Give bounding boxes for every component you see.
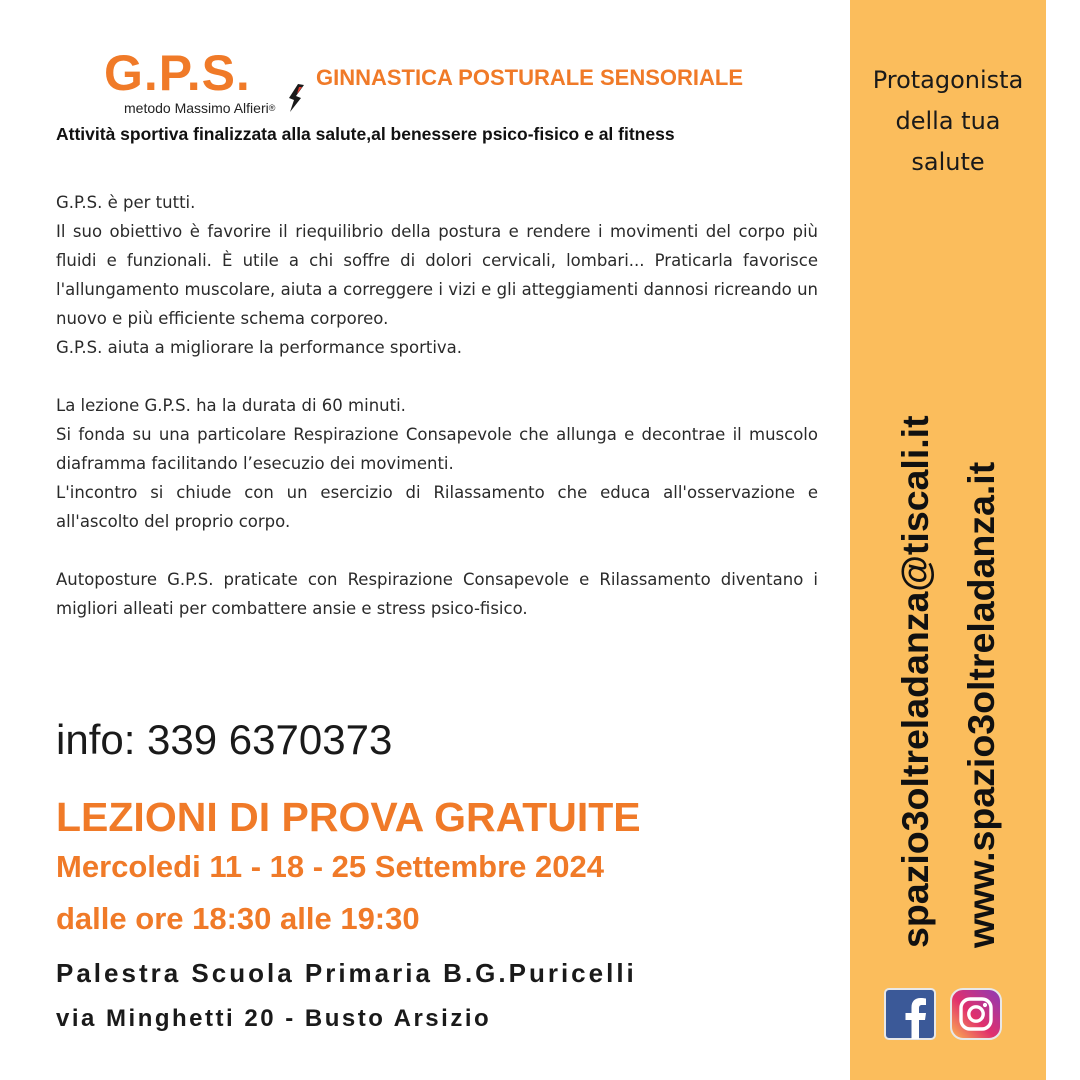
slogan-line: salute — [911, 148, 985, 176]
headline: GINNASTICA POSTURALE SENSORIALE — [316, 65, 743, 90]
venue-name: Palestra Scuola Primaria B.G.Puricelli — [56, 958, 637, 988]
venue-address: via Minghetti 20 - Busto Arsizio — [56, 1005, 492, 1032]
promo-hours: dalle ore 18:30 alle 19:30 — [56, 901, 420, 936]
paragraph: L'incontro si chiude con un esercizio di Rilassamento che educa all'osservazione e all'ascolto del proprio corpo. — [56, 483, 818, 531]
paragraph: Il suo obiettivo è favorire il riequilibrio della postura e rendere i movimenti del corpo più fluidi e funzionali. È utile a chi soffre di dolori cervicali, lombari... Praticarla favorisce l'allungamento muscolare, aiuta a correggere i vizi e gli atteggiamenti dannosi ricreando un nuovo e più efficiente schema corporeo. — [56, 222, 818, 328]
promo-dates: Mercoledi 11 - 18 - 25 Settembre 2024 — [56, 849, 604, 884]
paragraph: G.P.S. aiuta a migliorare la performance sportiva. — [56, 338, 463, 357]
logo-brand: G.P.S. — [104, 45, 251, 101]
info-phone: info: 339 6370373 — [56, 716, 393, 763]
description — [56, 188, 818, 623]
tagline: Attività sportiva finalizzata alla salute,al benessere psico-fisico e al fitness — [56, 124, 675, 144]
slogan-line: della tua — [895, 107, 1001, 135]
instagram-icon[interactable] — [950, 988, 1002, 1040]
paragraph: G.P.S. è per tutti. — [56, 193, 196, 212]
slogan — [850, 60, 1046, 183]
paragraph: La lezione G.P.S. ha la durata di 60 minuti. — [56, 396, 406, 415]
runner-icon — [284, 82, 308, 114]
website-link[interactable]: www.spazio3oltreladanza.it — [960, 461, 1002, 948]
registered-mark: ® — [268, 103, 276, 113]
sidebar — [850, 0, 1046, 1080]
paragraph: Si fonda su una particolare Respirazione Consapevole che allunga e decontrae il muscolo diaframma facilitando l’esecuzio dei movimenti. — [56, 425, 818, 473]
slogan-line: Protagonista — [872, 66, 1024, 94]
logo-subtitle — [124, 100, 275, 116]
facebook-icon[interactable] — [884, 988, 936, 1040]
promo-title: LEZIONI DI PROVA GRATUITE — [56, 794, 641, 840]
paragraph: Autoposture G.P.S. praticate con Respirazione Consapevole e Rilassamento diventano i migliori alleati per combattere ansie e stress psico-fisico. — [56, 570, 818, 618]
logo-subtitle-text: metodo Massimo Alfieri — [124, 100, 269, 116]
email-link[interactable]: spazio3oltreladanza@tiscali.it — [894, 415, 936, 948]
